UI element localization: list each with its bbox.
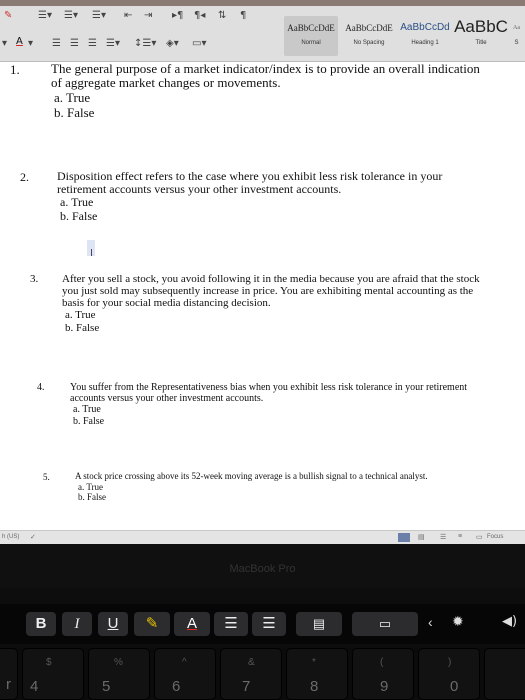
numbering-icon[interactable]: ☰ [252,612,286,636]
touch-bar [0,604,525,644]
show-formatting-icon[interactable]: ¶ [240,10,247,21]
window-top-strip [0,0,525,6]
language-indicator[interactable]: h (US) [2,534,20,540]
style-no-spacing-label: No Spacing [353,40,385,46]
style-normal[interactable] [284,16,338,56]
draft-icon[interactable]: ≡ [458,533,463,540]
key-6[interactable]: ^ 6 [154,648,216,700]
numbering-icon[interactable]: ☰▾ [64,10,78,21]
focus-icon[interactable]: ▭ [476,534,483,541]
decrease-indent-icon[interactable]: ⇤ [124,10,133,21]
option-false[interactable]: b. False [54,104,95,120]
dropdown-icon[interactable]: ▾ [2,38,8,49]
style-normal-sample: AaBbCcDdE [287,23,335,33]
question-text: After you sell a stock, you avoid following it in the media because you are afraid that the stock you just sold may subsequently increase in price. You are exhibiting mental accounting as the basis for your social media distancing decision. [62,273,480,310]
option-true[interactable]: a. True [65,309,96,322]
laptop-model-label: MacBook Pro [229,563,296,575]
style-heading-1-label: Heading 1 [411,40,439,46]
question-number: 1. [10,62,20,77]
style-title-label: Title [475,40,487,46]
document-page[interactable] [0,62,525,530]
proofing-icon[interactable]: ✓ [30,534,36,541]
format-ribbon [0,0,525,62]
ltr-icon[interactable]: ▸¶ [172,10,184,21]
font-color-dropdown-icon[interactable]: ▾ [28,38,34,49]
key-minus[interactable] [484,648,525,700]
increase-indent-icon[interactable]: ⇥ [144,10,153,21]
align-center-icon[interactable]: ☰ [70,38,79,49]
keyboard-number-row [0,648,525,700]
highlight-color-icon[interactable]: ✎ [134,612,170,636]
option-true[interactable]: a. True [78,481,104,492]
style-subtitle-label: S [514,40,519,46]
focus-label[interactable]: Focus [487,534,504,540]
bullets-icon[interactable]: ☰▾ [38,10,52,21]
question-text: Disposition effect refers to the case where you exhibit less risk tolerance in your retirement accounts versus your other investment accounts. [57,169,443,197]
key-0[interactable]: ) 0 [418,648,480,700]
style-subtitle[interactable] [508,16,525,56]
style-normal-label: Normal [301,40,321,46]
style-heading-1[interactable] [398,16,452,56]
key-4[interactable]: $ 4 [22,648,84,700]
bold-button[interactable]: B [26,612,56,636]
justify-icon[interactable]: ☰▾ [106,38,120,49]
key-5[interactable]: % 5 [88,648,150,700]
question-number: 5. [43,472,50,482]
text-highlight-icon[interactable]: ✎ [4,10,13,21]
underline-button[interactable]: U [98,612,128,636]
ibeam-cursor-icon: I [90,248,93,259]
option-false[interactable]: b. False [73,415,105,427]
multilevel-list-icon[interactable]: ☰▾ [92,10,106,21]
style-no-spacing[interactable] [342,16,396,56]
style-title-sample: AaBbC [454,17,508,36]
status-bar [0,530,525,544]
align-left-icon[interactable]: ☰ [52,38,61,49]
emoji-icon[interactable]: ▭ [352,612,418,636]
align-right-icon[interactable]: ☰ [88,38,97,49]
option-false[interactable]: b. False [60,209,98,224]
sort-icon[interactable]: ⇅ [218,10,227,21]
paragraph-style-icon[interactable]: ▤ [296,612,342,636]
key-r[interactable]: r [0,648,18,700]
print-layout-icon[interactable] [398,533,410,542]
question-text: You suffer from the Representativeness bias when you exhibit less risk tolerance in your retirement accounts versus your other investment accounts. [70,382,468,404]
style-no-spacing-sample: AaBbCcDdE [345,23,393,33]
italic-button[interactable]: I [62,612,92,636]
option-false[interactable]: b. False [78,492,106,503]
style-heading-1-sample: AaBbCcDd [400,22,450,33]
option-false[interactable]: b. False [65,321,100,334]
shading-icon[interactable]: ◈▾ [166,38,179,49]
font-color-icon[interactable]: A [16,36,23,47]
line-spacing-icon[interactable]: ↕☰▾ [134,38,157,49]
question-number: 2. [20,170,29,184]
option-true[interactable]: a. True [54,89,91,105]
outline-icon[interactable]: ☰ [440,534,447,541]
key-7[interactable]: & 7 [220,648,282,700]
style-subtitle-sample: Aa [513,25,520,31]
style-title[interactable] [454,16,508,56]
volume-icon[interactable]: ◀) [502,614,518,629]
key-8[interactable]: * 8 [286,648,348,700]
font-color-icon[interactable]: A [174,612,210,636]
bullets-icon[interactable]: ☰ [214,612,248,636]
option-true[interactable]: a. True [60,195,94,210]
collapse-chevron-icon[interactable]: ‹ [428,614,433,630]
question-text: The general purpose of a market indicator/index is to provide an overall indication of aggregate market changes or movements. [51,62,480,91]
key-9[interactable]: ( 9 [352,648,414,700]
question-text: A stock price crossing above its 52-week moving average is a bullish signal to a technical analyst. [75,471,428,481]
borders-icon[interactable]: ▭▾ [192,38,207,49]
question-number: 3. [30,273,39,285]
brightness-icon[interactable]: ✹ [452,614,464,630]
option-true[interactable]: a. True [73,404,101,415]
web-layout-icon[interactable]: ▤ [418,534,425,541]
rtl-icon[interactable]: ¶◂ [194,10,206,21]
question-number: 4. [37,382,45,393]
